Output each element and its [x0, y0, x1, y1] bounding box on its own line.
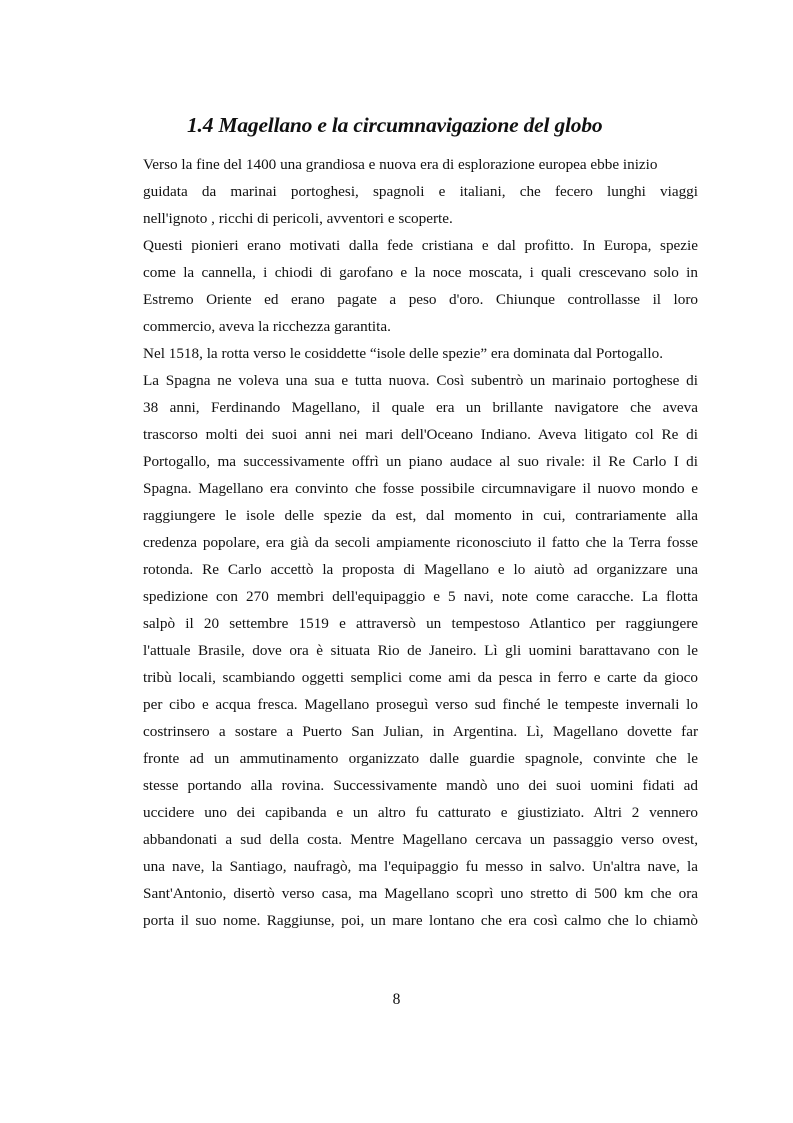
text-line: una nave, la Santiago, naufragò, ma l'equipaggio fu messo in salvo. Un'altra nave, la [143, 858, 698, 875]
text-line: come la cannella, i chiodi di garofano e la noce moscata, i quali crescevano solo in [143, 264, 698, 281]
text-line: Questi pionieri erano motivati dalla fede cristiana e dal profitto. In Europa, spezie [143, 237, 698, 254]
text-line: Estremo Oriente ed erano pagate a peso d'oro. Chiunque controllasse il loro [143, 291, 698, 308]
text-line: commercio, aveva la ricchezza garantita. [143, 318, 391, 335]
text-line: Portogallo, ma successivamente offrì un piano audace al suo rivale: il Re Carlo I di [143, 453, 698, 470]
text-line: 38 anni, Ferdinando Magellano, il quale era un brillante navigatore che aveva [143, 399, 698, 416]
text-line: rotonda. Re Carlo accettò la proposta di Magellano e lo aiutò ad organizzare una [143, 561, 698, 578]
text-line: abbandonati a sud della costa. Mentre Magellano cercava un passaggio verso ovest, [143, 831, 698, 848]
text-line: nell'ignoto , ricchi di pericoli, avventori e scoperte. [143, 210, 453, 227]
text-line: La Spagna ne voleva una sua e tutta nuova. Così subentrò un marinaio portoghese di [143, 372, 698, 389]
text-line: Sant'Antonio, disertò verso casa, ma Magellano scoprì uno stretto di 500 km che ora [143, 885, 698, 902]
text-line: porta il suo nome. Raggiunse, poi, un mare lontano che era così calmo che lo chiamò [143, 912, 698, 929]
body-paragraphs [143, 151, 698, 934]
text-line: guidata da marinai portoghesi, spagnoli e italiani, che fecero lunghi viaggi [143, 183, 698, 200]
text-line: stesse portando alla rovina. Successivamente mandò uno dei suoi uomini fidati ad [143, 777, 698, 794]
text-line: tribù locali, scambiando oggetti semplici come ami da pesca in ferro e carte da gioco [143, 669, 698, 686]
text-line: salpò il 20 settembre 1519 e attraversò un tempestoso Atlantico per raggiungere [143, 615, 698, 632]
text-line: Nel 1518, la rotta verso le cosiddette “isole delle spezie” era dominata dal Portogallo. [143, 345, 663, 362]
text-line: raggiungere le isole delle spezie da est, dal momento in cui, contrariamente alla [143, 507, 698, 524]
text-line: fronte ad un ammutinamento organizzato dalle guardie spagnole, convinte che le [143, 750, 698, 767]
text-line: l'attuale Brasile, dove ora è situata Rio de Janeiro. Lì gli uomini barattavano con le [143, 642, 698, 659]
text-line: trascorso molti dei suoi anni nei mari dell'Oceano Indiano. Aveva litigato col Re di [143, 426, 698, 443]
section-heading: 1.4 Magellano e la circumnavigazione del globo [187, 113, 603, 137]
text-line: credenza popolare, era già da secoli ampiamente riconosciuto il fatto che la Terra fosse [143, 534, 698, 551]
text-line: costrinsero a sostare a Puerto San Julian, in Argentina. Lì, Magellano dovette far [143, 723, 698, 740]
text-line: Verso la fine del 1400 una grandiosa e nuova era di esplorazione europea ebbe inizio [143, 156, 658, 173]
text-line: Spagna. Magellano era convinto che fosse possibile circumnavigare il nuovo mondo e [143, 480, 698, 497]
page-number: 8 [392, 991, 401, 1008]
text-line: per cibo e acqua fresca. Magellano proseguì verso sud finché le tempeste invernali lo [143, 696, 698, 713]
text-line: spedizione con 270 membri dell'equipaggio e 5 navi, note come caracche. La flotta [143, 588, 698, 605]
text-line: uccidere uno dei capibanda e un altro fu catturato e giustiziato. Altri 2 vennero [143, 804, 698, 821]
